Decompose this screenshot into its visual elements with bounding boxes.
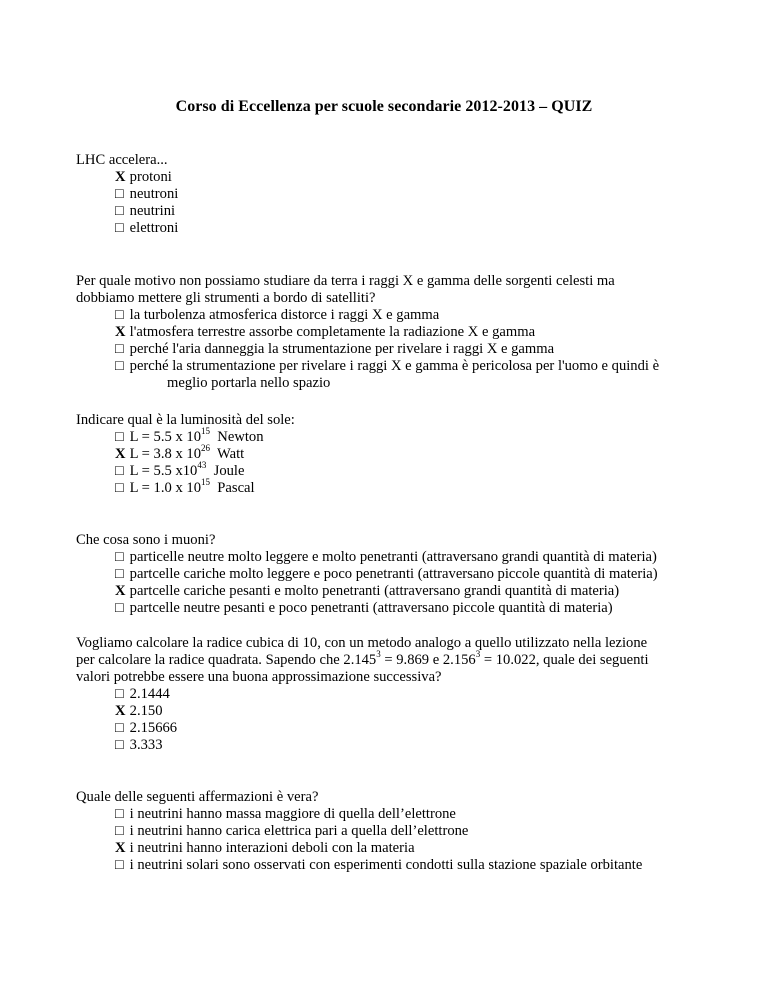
question-text: Quale delle seguenti affermazioni è vera? bbox=[76, 789, 319, 805]
option-mark: X bbox=[115, 169, 126, 185]
option-mark: □ bbox=[115, 823, 124, 839]
option-mark: X bbox=[115, 840, 126, 856]
option-item[interactable] bbox=[76, 549, 716, 566]
option-item[interactable] bbox=[76, 460, 716, 480]
question-text: Che cosa sono i muoni? bbox=[76, 532, 216, 548]
option-mark: □ bbox=[115, 358, 124, 374]
unit: Watt bbox=[210, 446, 245, 462]
question-line: valori potrebbe essere una buona approssimazione successiva? bbox=[76, 669, 442, 685]
option-mark: □ bbox=[115, 341, 124, 357]
option-mark: X bbox=[115, 324, 126, 340]
option-item[interactable] bbox=[76, 426, 716, 446]
option-mark: X bbox=[115, 703, 126, 719]
option-item[interactable] bbox=[76, 857, 716, 874]
question-5 bbox=[76, 635, 716, 754]
option-mark: □ bbox=[115, 566, 124, 582]
option-text: particelle neutre molto leggere e molto penetranti (attraversano grandi quantità di materia) bbox=[129, 549, 657, 565]
exponent: 15 bbox=[201, 426, 210, 437]
option-mark: □ bbox=[115, 307, 124, 323]
option-mark: □ bbox=[115, 463, 124, 479]
unit: Newton bbox=[210, 429, 264, 445]
question-4 bbox=[76, 532, 716, 617]
option-text: perché la strumentazione per rivelare i raggi X e gamma è pericolosa per l'uomo e quindi è bbox=[129, 358, 660, 374]
option-item[interactable] bbox=[76, 203, 716, 220]
question-6 bbox=[76, 789, 716, 874]
option-mark: □ bbox=[115, 720, 124, 736]
option-item[interactable] bbox=[76, 840, 716, 857]
option-text: partcelle neutre pesanti e poco penetranti (attraversano piccole quantità di materia) bbox=[129, 600, 613, 616]
option-mark: □ bbox=[115, 186, 124, 202]
option-list bbox=[76, 549, 716, 617]
question-line: Vogliamo calcolare la radice cubica di 10, con un metodo analogo a quello utilizzato nella lezione bbox=[76, 635, 648, 651]
option-text: perché l'aria danneggia la strumentazione per rivelare i raggi X e gamma bbox=[129, 341, 555, 357]
question-2 bbox=[76, 273, 716, 392]
option-text: i neutrini hanno massa maggiore di quella dell’elettrone bbox=[129, 806, 456, 822]
exponent: 26 bbox=[201, 443, 210, 454]
question-text bbox=[76, 635, 716, 686]
option-item[interactable] bbox=[76, 566, 716, 583]
option-mark: □ bbox=[115, 600, 124, 616]
option-text: neutroni bbox=[129, 186, 179, 202]
option-text: L = 5.5 x10 bbox=[129, 463, 198, 479]
question-line: = 10.022, quale dei seguenti bbox=[480, 652, 649, 668]
option-list bbox=[76, 169, 716, 237]
unit: Joule bbox=[206, 463, 245, 479]
option-mark: □ bbox=[115, 203, 124, 219]
option-item[interactable] bbox=[76, 686, 716, 703]
question-text: Indicare qual è la luminosità del sole: bbox=[76, 412, 295, 428]
page-title: Corso di Eccellenza per scuole secondarie 2012-2013 – QUIZ bbox=[175, 98, 593, 115]
option-item[interactable] bbox=[76, 806, 716, 823]
question-line: per calcolare la radice quadrata. Sapendo che 2.145 bbox=[76, 652, 377, 668]
option-item[interactable] bbox=[76, 307, 716, 324]
option-item[interactable] bbox=[76, 186, 716, 203]
option-text: i neutrini solari sono osservati con esperimenti condotti sulla stazione spaziale orbitante bbox=[129, 857, 643, 873]
option-text: l'atmosfera terrestre assorbe completamente la radiazione X e gamma bbox=[129, 324, 536, 340]
option-text: 3.333 bbox=[129, 737, 163, 753]
option-text: L = 5.5 x 10 bbox=[129, 429, 201, 445]
option-list bbox=[76, 307, 716, 392]
option-mark: □ bbox=[115, 429, 124, 445]
option-text: partcelle cariche molto leggere e poco penetranti (attraversano piccole quantità di materia) bbox=[129, 566, 658, 582]
option-item[interactable] bbox=[76, 220, 716, 237]
question-3 bbox=[76, 412, 716, 497]
question-1 bbox=[76, 152, 716, 237]
exponent: 15 bbox=[201, 477, 210, 488]
option-item[interactable] bbox=[76, 823, 716, 840]
option-item[interactable] bbox=[76, 600, 716, 617]
option-mark: □ bbox=[115, 737, 124, 753]
option-text: 2.150 bbox=[129, 703, 163, 719]
exponent: 3 bbox=[475, 649, 481, 660]
option-mark: □ bbox=[115, 480, 124, 496]
option-item[interactable] bbox=[76, 720, 716, 737]
option-text: 2.15666 bbox=[129, 720, 178, 736]
option-mark: X bbox=[115, 446, 126, 462]
option-item[interactable] bbox=[76, 341, 716, 358]
question-text: LHC accelera... bbox=[76, 152, 168, 168]
option-list bbox=[76, 686, 716, 754]
option-mark: X bbox=[115, 583, 126, 599]
option-list bbox=[76, 426, 716, 497]
option-item[interactable] bbox=[76, 169, 716, 186]
option-text: L = 3.8 x 10 bbox=[129, 446, 201, 462]
option-text: partcelle cariche pesanti e molto penetranti (attraversano grandi quantità di materia) bbox=[129, 583, 620, 599]
option-item[interactable] bbox=[76, 737, 716, 754]
unit: Pascal bbox=[210, 480, 255, 496]
question-line: Per quale motivo non possiamo studiare da terra i raggi X e gamma delle sorgenti celesti ma bbox=[76, 273, 615, 289]
question-text bbox=[76, 273, 716, 307]
option-text: protoni bbox=[129, 169, 172, 185]
question-line: = 9.869 e 2.156 bbox=[380, 652, 476, 668]
option-text: neutrini bbox=[129, 203, 176, 219]
option-list bbox=[76, 806, 716, 874]
option-mark: □ bbox=[115, 220, 124, 236]
option-text: la turbolenza atmosferica distorce i raggi X e gamma bbox=[129, 307, 440, 323]
exponent: 3 bbox=[376, 649, 381, 660]
option-item[interactable] bbox=[76, 324, 716, 341]
option-mark: □ bbox=[115, 549, 124, 565]
option-item[interactable] bbox=[76, 703, 716, 720]
exponent: 43 bbox=[197, 460, 207, 471]
option-text: 2.1444 bbox=[129, 686, 170, 702]
option-item[interactable] bbox=[76, 443, 716, 463]
question-line: dobbiamo mettere gli strumenti a bordo di satelliti? bbox=[76, 290, 376, 306]
option-text: i neutrini hanno carica elettrica pari a quella dell’elettrone bbox=[129, 823, 469, 839]
option-mark: □ bbox=[115, 686, 124, 702]
option-text: L = 1.0 x 10 bbox=[129, 480, 201, 496]
option-mark: □ bbox=[115, 857, 124, 873]
option-item[interactable] bbox=[76, 583, 716, 600]
option-text: i neutrini hanno interazioni deboli con la materia bbox=[129, 840, 415, 856]
option-item[interactable] bbox=[76, 477, 716, 497]
option-mark: □ bbox=[115, 806, 124, 822]
option-text: elettroni bbox=[129, 220, 179, 236]
option-text-continuation: meglio portarla nello spazio bbox=[167, 375, 331, 391]
option-item[interactable] bbox=[76, 358, 716, 392]
